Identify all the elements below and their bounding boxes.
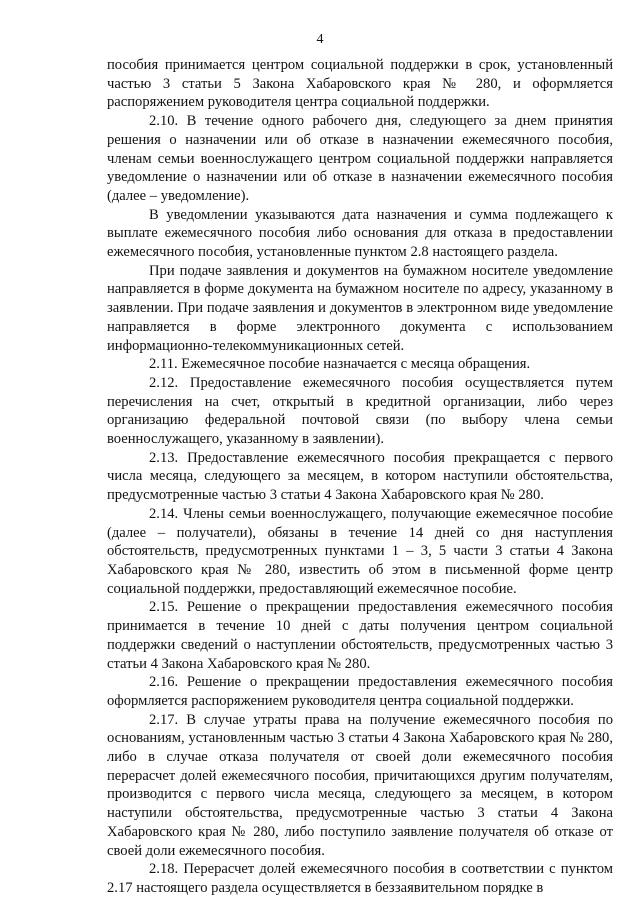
paragraph-2-18: 2.18. Перерасчет долей ежемесячного пособия в соответствии с пунктом 2.17 настоящего раздела осуществляется в беззаявительном порядке в [107,861,613,896]
paragraph-2-17: 2.17. В случае утраты права на получение ежемесячного пособия по основаниям, установленным частью 3 статьи 4 Закона Хабаровского края № 280, либо в случае отказа получателя от своей доли ежемесячного пособия перерасчет долей ежемесячного пособия, причитающихся другим получателям, производится с первого числа месяца, следующего за месяцем, в котором наступили обстоятельства, предусмотренные частью 3 статьи 4 Закона Хабаровского края № 280, либо поступило заявление получателя об отказе от своей доли ежемесячного пособия. [107,711,613,859]
paragraph-2-14: 2.14. Члены семьи военнослужащего, получающие ежемесячное пособие (далее – получатели), обязаны в течение 14 дней со дня наступления обстоятельств, предусмотренных пунктами 1 – 3, 5 части 3 статьи 4 Закона Хабаровского края № 280, известить об этом в письменной форме центр социальной поддержки, предоставляющий ежемесячное пособие. [107,505,613,597]
page-number: 4 [316,32,324,47]
paragraph-2-16: 2.16. Решение о прекращении предоставления ежемесячного пособия оформляется распоряжением руководителя центра социальной поддержки. [107,674,613,709]
document-body [107,56,613,898]
paragraph-2-13: 2.13. Предоставление ежемесячного пособия прекращается с первого числа месяца, следующего за месяцем, в котором наступили обстоятельства, предусмотренные частью 3 статьи 4 Закона Хабаровского края № 280. [107,449,613,504]
paragraph-2-10: 2.10. В течение одного рабочего дня, следующего за днем принятия решения о назначении или об отказе в назначении ежемесячного пособия, членам семьи военнослужащего центром социальной поддержки направляется уведомление о назначении или об отказе в назначении ежемесячного пособия (далее – уведомление). [107,113,613,204]
paragraph-continuation: пособия принимается центром социальной поддержки в срок, установленный частью 3 статьи 5 Закона Хабаровского края № 280, и оформляется распоряжением руководителя центра социальной поддержки. [107,57,613,111]
paragraph-notice-delivery: При подаче заявления и документов на бумажном носителе уведомление направляется в форме документа на бумажном носителе по адресу, указанному в заявлении. При подаче заявления и документов в электронном виде уведомление направляется в форме электронного документа с использованием информационно-телекоммуникационных сетей. [107,262,613,354]
paragraph-2-15: 2.15. Решение о прекращении предоставления ежемесячного пособия принимается в течение 10 дней с даты получения центром социальной поддержки сведений о наступлении обстоятельств, предусмотренных частью 3 статьи 4 Закона Хабаровского края № 280. [107,599,613,672]
paragraph-2-12: 2.12. Предоставление ежемесячного пособия осуществляется путем перечисления на счет, открытый в кредитной организации, либо через организацию федеральной почтовой связи (по выбору члена семьи военнослужащего, указанному в заявлении). [107,374,613,448]
paragraph-notice-content: В уведомлении указываются дата назначения и сумма подлежащего к выплате ежемесячного пособия либо основания для отказа в предоставлении ежемесячного пособия, установленные пунктом 2.8 настоящего раздела. [107,206,613,261]
paragraph-2-11: 2.11. Ежемесячное пособие назначается с месяца обращения. [149,356,531,373]
